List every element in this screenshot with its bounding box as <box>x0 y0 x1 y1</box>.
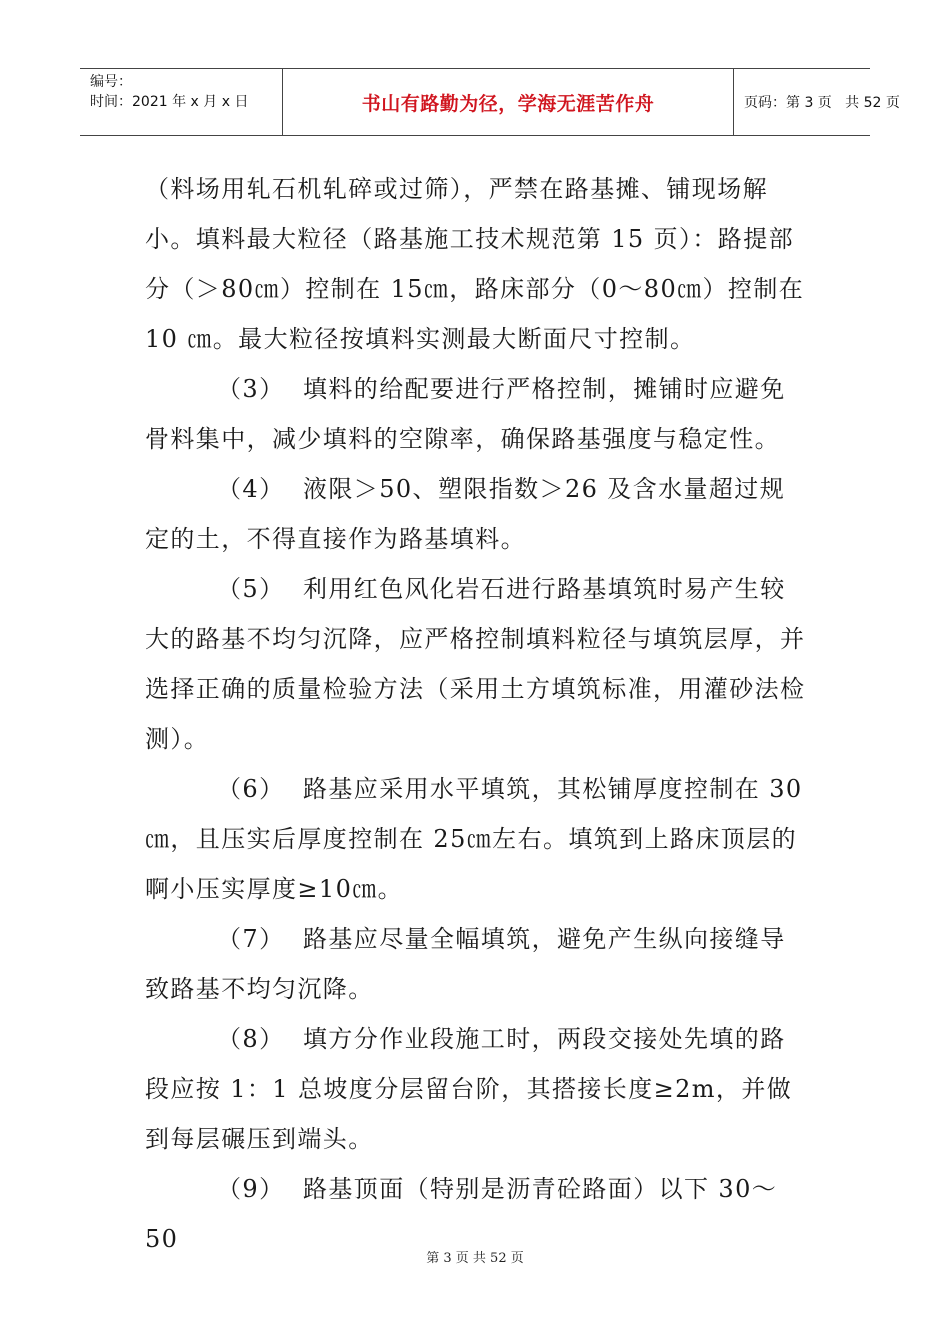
item-number: （5） <box>217 575 285 603</box>
page-header <box>80 68 900 136</box>
paragraph-text: 路基应尽量全幅填筑，避免产生纵向接缝导致路基不均匀沉降。 <box>145 925 786 1003</box>
paragraph-text: 液限＞50、塑限指数＞26 及含水量超过规定的土，不得直接作为路基填料。 <box>145 475 786 553</box>
item-number: （6） <box>217 775 285 803</box>
paragraph-continuation <box>145 164 810 364</box>
paragraph-item-4 <box>145 464 810 564</box>
item-number: （9） <box>217 1175 285 1203</box>
document-body <box>145 164 810 1264</box>
header-motto: 书山有路勤为径，学海无涯苦作舟 <box>282 69 734 135</box>
header-page-text: 页码：第 3 页 共 52 页 <box>744 95 900 111</box>
paragraph-text: （料场用轧石机轧碎或过筛），严禁在路基摊、铺现场解小。填料最大粒径（路基施工技术规范第 15 页）：路提部分（＞80㎝）控制在 15㎝，路床部分（0～80㎝）控制在 10 ㎝。最大粒径按填料实测最大断面尺寸控制。 <box>145 175 805 353</box>
document-date-label: 时间：2021 年 x 月 x 日 <box>90 94 249 110</box>
paragraph-item-3 <box>145 364 810 464</box>
paragraph-item-5 <box>145 564 810 764</box>
paragraph-text: 路基应采用水平填筑，其松铺厚度控制在 30 ㎝，且压实后厚度控制在 25㎝左右。填筑到上路床顶层的啊小压实厚度≥10㎝。 <box>145 775 803 903</box>
item-number: （4） <box>217 475 285 503</box>
item-number: （7） <box>217 925 285 953</box>
document-number-label: 编号： <box>90 74 132 90</box>
paragraph-text: 路基顶面（特别是沥青砼路面）以下 30～50 <box>145 1175 778 1253</box>
paragraph-text: 利用红色风化岩石进行路基填筑时易产生较大的路基不均匀沉降，应严格控制填料粒径与填筑层厚，并选择正确的质量检验方法（采用土方填筑标准，用灌砂法检测）。 <box>145 575 806 753</box>
page-footer: 第 3 页 共 52 页 <box>426 1251 524 1266</box>
paragraph-item-6 <box>145 764 810 914</box>
paragraph-item-7 <box>145 914 810 1014</box>
item-number: （8） <box>217 1025 285 1053</box>
item-number: （3） <box>217 375 285 403</box>
paragraph-text: 填方分作业段施工时，两段交接处先填的路段应按 1：1 总坡度分层留台阶，其搭接长度≥2m，并做到每层碾压到端头。 <box>145 1025 793 1153</box>
paragraph-text: 填料的给配要进行严格控制，摊铺时应避免骨料集中，减少填料的空隙率，确保路基强度与稳定性。 <box>145 375 786 453</box>
paragraph-item-8 <box>145 1014 810 1164</box>
header-page-label <box>734 69 900 135</box>
header-meta <box>80 69 282 135</box>
